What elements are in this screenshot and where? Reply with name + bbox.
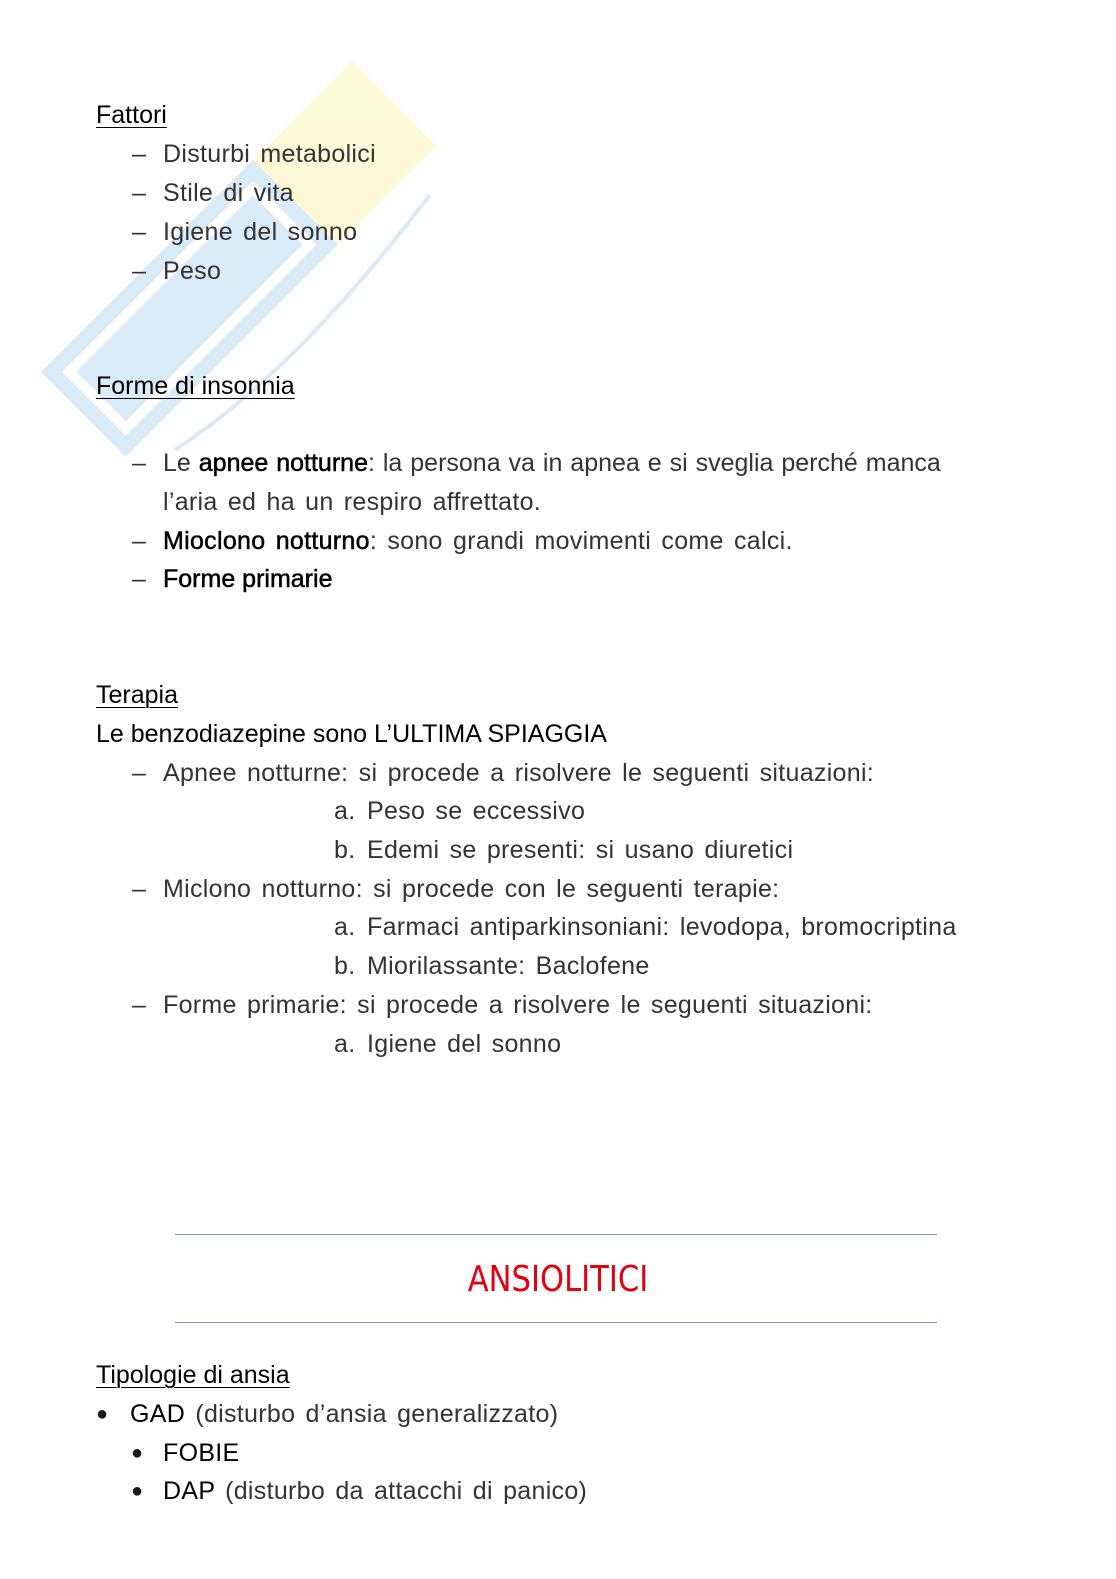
terapia-intro: Le benzodiazepine sono L’ULTIMA SPIAGGIA [96, 720, 607, 748]
list-item: FOBIE [163, 1439, 240, 1467]
bullet-icon: ● [131, 1442, 144, 1464]
heading-forme-insonnia: Forme di insonnia [96, 372, 295, 400]
sub-marker: a. [334, 797, 356, 825]
sub-marker: a. [334, 1030, 356, 1058]
dash-marker: – [132, 991, 147, 1019]
dash-marker: – [132, 875, 147, 903]
list-item: Miclono notturno: si procede con le seguenti terapie: [163, 875, 780, 903]
list-item: Stile di vita [163, 179, 294, 207]
title-rule-top [175, 1234, 937, 1235]
bullet-icon: ● [131, 1480, 144, 1502]
list-item: Forme primarie [163, 565, 333, 593]
list-item-continuation: l’aria ed ha un respiro affrettato. [163, 488, 542, 516]
sub-marker: b. [334, 952, 356, 980]
list-item: DAP (disturbo da attacchi di panico) [163, 1477, 588, 1505]
list-item: Apnee notturne: si procede a risolvere le seguenti situazioni: [163, 759, 875, 787]
dash-marker: – [132, 218, 147, 246]
list-item: Disturbi metabolici [163, 140, 376, 168]
sub-item: Miorilassante: Baclofene [367, 952, 650, 980]
list-item: Igiene del sonno [163, 218, 358, 246]
sub-marker: a. [334, 913, 356, 941]
dash-marker: – [132, 449, 147, 477]
heading-tipologie: Tipologie di ansia [96, 1361, 290, 1389]
list-item: Forme primarie: si procede a risolvere le seguenti situazioni: [163, 991, 873, 1019]
dash-marker: – [132, 527, 147, 555]
list-item: Mioclono notturno: sono grandi movimenti come calci. [163, 527, 793, 555]
section-title: ANSIOLITICI [467, 1259, 649, 1300]
list-item: Peso [163, 257, 222, 285]
list-item: Le apnee notturne: la persona va in apnea e si sveglia perché manca [163, 449, 941, 477]
sub-marker: b. [334, 836, 356, 864]
sub-item: Edemi se presenti: si usano diuretici [367, 836, 794, 864]
dash-marker: – [132, 257, 147, 285]
heading-terapia: Terapia [96, 681, 178, 709]
dash-marker: – [132, 759, 147, 787]
dash-marker: – [132, 140, 147, 168]
sub-item: Igiene del sonno [367, 1030, 562, 1058]
dash-marker: – [132, 565, 147, 593]
list-item: GAD (disturbo d’ansia generalizzato) [130, 1400, 559, 1428]
sub-item: Peso se eccessivo [367, 797, 586, 825]
bullet-icon: ● [96, 1403, 109, 1425]
dash-marker: – [132, 179, 147, 207]
title-rule-bottom [175, 1322, 937, 1323]
sub-item: Farmaci antiparkinsoniani: levodopa, bromocriptina [367, 913, 957, 941]
heading-fattori: Fattori [96, 101, 167, 129]
